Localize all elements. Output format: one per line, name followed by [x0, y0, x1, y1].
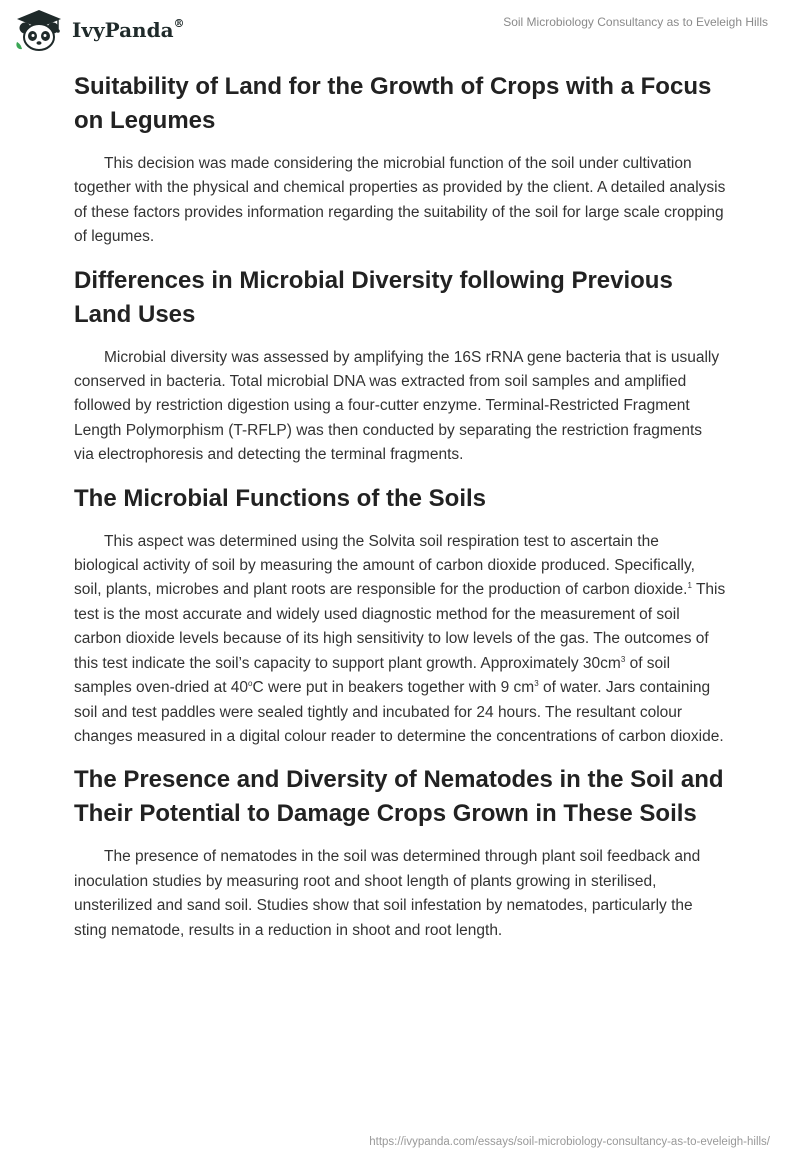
section-nematodes	[74, 763, 726, 943]
section-microbial-functions	[74, 482, 726, 750]
section-paragraph: This aspect was determined using the Solvita soil respiration test to ascertain the biological activity of soil by measuring the amount of carbon dioxide produced. Specifically, soil, plants, microbes and plant roots are responsible for the production of carbon dioxide.$^1$ This test is the most accurate and widely used diagnostic method for the measurement of soil carbon dioxide levels because of its high sensitivity to low levels of the gas. The outcomes of this test indicate the soil’s capacity to support plant growth. Approximately 30cm$^3$ of soil samples oven-dried at 40$^o$C were put in beakers together with 9 cm$^3$ of water. Jars containing soil and test paddles were sealed tightly and incubated for 24 hours. The resultant colour changes measured in a digital colour reader to determine the concentrations of carbon dioxide.	[74, 532, 726, 745]
panda-graduate-icon	[14, 8, 64, 52]
source-url-link[interactable]: https://ivypanda.com/essays/soil-microbiology-consultancy-as-to-eveleigh-hills/	[369, 1136, 770, 1148]
section-paragraph: This decision was made considering the microbial function of the soil under cultivation together with the physical and chemical properties as provided by the client. A detailed analysis of these factors provides information regarding the suitability of the soil for large scale cropping of legumes.	[74, 155, 726, 246]
section-heading: The Microbial Functions of the Soils	[74, 484, 487, 512]
section-heading: Suitability of Land for the Growth of Crops with a Focus on Legumes	[74, 73, 712, 134]
essay-content	[74, 70, 726, 957]
footnote-marker[interactable]: 1	[687, 581, 692, 591]
section-microbial-diversity	[74, 264, 726, 468]
page-header	[0, 0, 800, 60]
ivypanda-logo[interactable]	[14, 8, 185, 52]
section-paragraph: Microbial diversity was assessed by amplifying the 16S rRNA gene bacteria that is usually conserved in bacteria. Total microbial DNA was extracted from soil samples and amplified followed by restriction digestion using a four-cutter enzyme. Terminal-Restricted Fragment Length Polymorphism (T-RFLP) was then conducted by separating the restriction fragments via electrophoresis and detecting the terminal fragments.	[74, 348, 720, 464]
section-heading: The Presence and Diversity of Nematodes in the Soil and Their Potential to Damage Crops Grown in These Soils	[74, 766, 724, 828]
section-suitability	[74, 70, 726, 250]
document-title: Soil Microbiology Consultancy as to Eveleigh Hills	[503, 15, 768, 29]
brand-name: IvyPanda®	[72, 17, 185, 42]
section-heading: Differences in Microbial Diversity following Previous Land Uses	[74, 266, 673, 328]
section-paragraph: The presence of nematodes in the soil was determined through plant soil feedback and inoculation studies by measuring root and shoot length of plants growing in sterilised, unsterilized and sand soil. Studies show that soil infestation by nematodes, particularly the sting nematode, results in a reduction in shoot and root length.	[74, 848, 701, 939]
